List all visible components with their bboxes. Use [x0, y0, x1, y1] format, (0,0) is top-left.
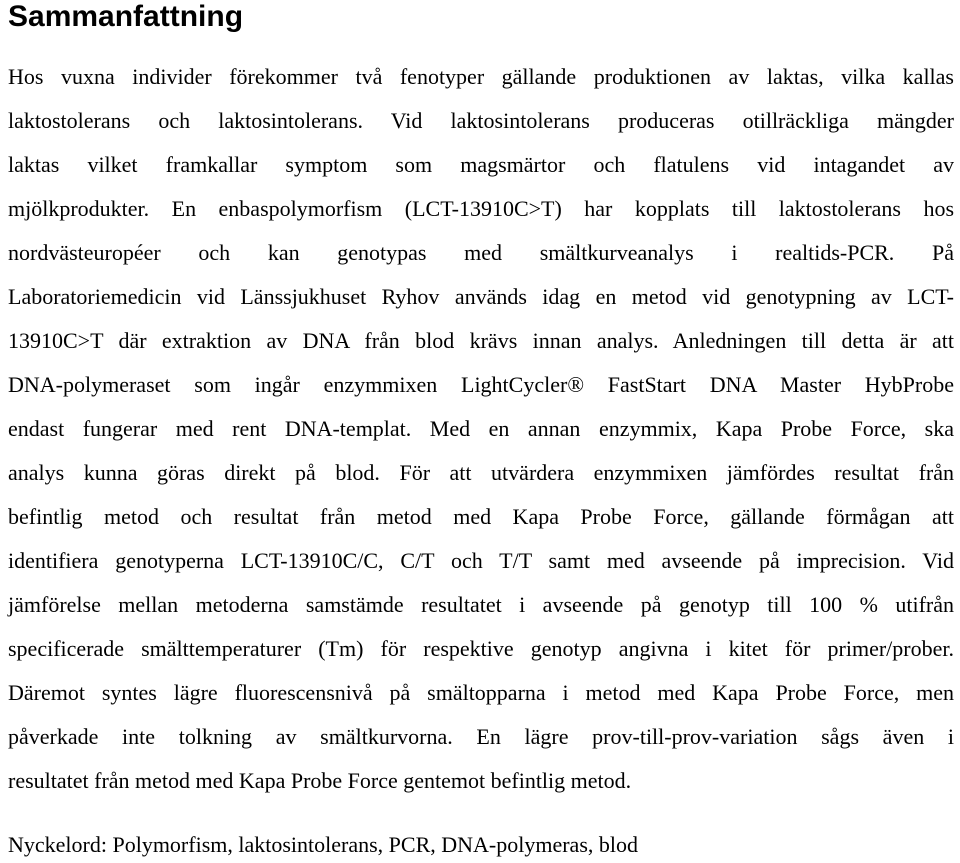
abstract-line: specificerade smälttemperaturer (Tm) för respektive genotyp angivna i kitet för primer/prober. [8, 636, 954, 661]
abstract-line: resultatet från metod med Kapa Probe Force gentemot befintlig metod. [8, 768, 632, 793]
abstract-line: befintlig metod och resultat från metod med Kapa Probe Force, gällande förmågan att [8, 504, 954, 529]
abstract-line: identifiera genotyperna LCT-13910C/C, C/T och T/T samt med avseende på imprecision. Vid [8, 548, 954, 573]
abstract-line: DNA-polymeraset som ingår enzymmixen LightCycler® FastStart DNA Master HybProbe [8, 372, 954, 397]
keywords: Nyckelord: Polymorfism, laktosintolerans, PCR, DNA-polymeras, blod [8, 832, 638, 857]
abstract-line: påverkade inte tolkning av smältkurvorna. En lägre prov-till-prov-variation sågs även i [8, 724, 954, 749]
abstract-line: laktas vilket framkallar symptom som magsmärtor och flatulens vid intagandet av [8, 152, 954, 177]
abstract-line: nordvästeuropéer och kan genotypas med smältkurveanalys i realtids-PCR. På [8, 240, 954, 265]
page-title: Sammanfattning [8, 0, 244, 33]
abstract-line: jämförelse mellan metoderna samstämde resultatet i avseende på genotyp till 100 % utifrån [8, 592, 954, 617]
abstract-line: analys kunna göras direkt på blod. För att utvärdera enzymmixen jämfördes resultat från [8, 460, 954, 485]
abstract-line: Hos vuxna individer förekommer två fenotyper gällande produktionen av laktas, vilka kallas [8, 64, 954, 89]
abstract-line: endast fungerar med rent DNA-templat. Med en annan enzymmix, Kapa Probe Force, ska [8, 416, 954, 441]
abstract-line: 13910C>T där extraktion av DNA från blod krävs innan analys. Anledningen till detta är att [8, 328, 954, 353]
abstract-line: Laboratoriemedicin vid Länssjukhuset Ryhov används idag en metod vid genotypning av LCT- [8, 284, 954, 309]
abstract-line: mjölkprodukter. En enbaspolymorfism (LCT-13910C>T) har kopplats till laktostolerans hos [8, 196, 954, 221]
abstract-line: Däremot syntes lägre fluorescensnivå på smältopparna i metod med Kapa Probe Force, men [8, 680, 954, 705]
abstract-line: laktostolerans och laktosintolerans. Vid laktosintolerans produceras otillräckliga mängder [8, 108, 954, 133]
